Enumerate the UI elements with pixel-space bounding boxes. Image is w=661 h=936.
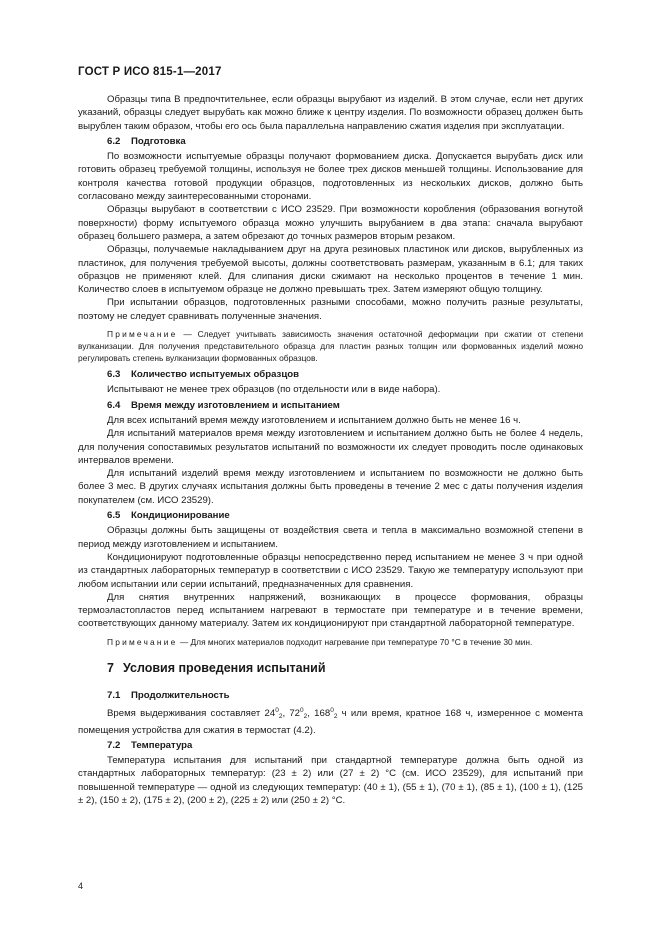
note-label: Примечание: [107, 329, 178, 340]
time-value: 72: [289, 708, 301, 720]
section-number: 6.5: [107, 510, 121, 522]
note-6-5: [78, 636, 583, 648]
note-text: — Для многих материалов подходит нагревание при температуре 70 °С в течение 30 мин.: [179, 636, 533, 647]
note-label: Примечание: [107, 636, 178, 647]
time-value: 24: [264, 708, 276, 720]
paragraph: Для испытаний изделий время между изготовлением и испытанием по возможности не должно быть более 3 мес. В других случаях испытания должны быть проведены в течение 2 мес с даты получения изделия покупателем (см. ИСО 23529).: [78, 468, 583, 506]
section-6-3-heading: [107, 368, 583, 381]
paragraph: Кондиционируют подготовленные образцы непосредственно перед испытанием не менее 3 ч при одной из стандартных лабораторных температур в соответствии с ИСО 23529. Такую же температуру используют при любом испытании или серии испытаний, предназначенных для сравнения.: [78, 551, 583, 590]
paragraph: Температура испытания для испытаний при стандартной температуре должна быть одной из стандартных лабораторных температур: (23 ± 2) или (27 ± 2) °С (см. ИСО 23529), для испытаний при повышенной температуре — одной из следующих температур: (40 ± 1), (55 ± 1), (70 ± 1), (85 ± 1), (100 ± 1), (125 ± 2), (150 ± 2), (175 ± 2), (200 ± 2), (225 ± 2) или (250 ± 2) °С.: [78, 755, 583, 807]
paragraph: Испытывают не менее трех образцов (по отдельности или в виде набора).: [107, 384, 441, 396]
section-number: 6.4: [107, 399, 121, 411]
paragraph: Образцы должны быть защищены от воздействия света и тепла в максимально возможной степени в период между изготовлением и испытанием.: [78, 525, 583, 550]
section-6-5-heading: [107, 509, 583, 522]
page-body: [78, 93, 583, 807]
section-number: 6.3: [107, 369, 121, 381]
paragraph: Для снятия внутренних напряжений, возникающих в процессе формования, образцы термоэластопластов перед испытанием нагревают в термостате при температуре и в течение времени, соответствующих данному материалу. Затем их кондиционируют при стандартной лабораторной температуре.: [78, 591, 583, 630]
time-value: 168: [314, 708, 331, 720]
paragraph: Для испытаний материалов время между изготовлением и испытанием должно быть не более 4 недель, для получения сопоставимых результатов испытаний по возможности их следует проводить после одинаковых интервалов времени.: [78, 428, 583, 466]
section-7-2-heading: [107, 739, 583, 752]
section-7-heading: [107, 662, 583, 675]
section-title: Продолжительность: [131, 689, 230, 701]
section-title: Время между изготовлением и испытанием: [131, 399, 340, 411]
intro-paragraph: Образцы типа В предпочтительнее, если образцы вырубают из изделий. В этом случае, если нет других указаний, образцы следует вырубать как можно ближе к центру изделия. По возможности образец должен быть вырублен таким образом, чтобы его ось была параллельна направлению сжатия изделия при эксплуатации.: [78, 94, 583, 132]
paragraph: Образцы вырубают в соответствии с ИСО 23529. При возможности коробления (образования вогнутой поверхности) форму испытуемого образца можно улучшить вырубанием в два этапа: сначала вырубают образец большего размера, а затем обрезают до точных размеров вторым резаком.: [78, 204, 583, 242]
duration-paragraph: Время выдерживания составляет $24^0_2$, $72^0_2$, $168^0_2$ ч или время, кратное 168 ч, измеренное с момента помещения устройства для сжатия в термостат (4.2).: [78, 707, 583, 736]
paragraph: При испытании образцов, подготовленных разными способами, можно получить разные результаты, поэтому не следует сравнивать полученные значения.: [78, 297, 583, 322]
paragraph: По возможности испытуемые образцы получают формованием диска. Допускается вырубать диск или готовить образец требуемой толщины, используя не более трех дисков меньшей толщины. Использование для контроля качества готовой продукции образцов, подготовленных из нескольких дисков, должно быть согласовано между заинтересованными сторонами.: [78, 151, 583, 203]
paragraph: Для всех испытаний время между изготовлением и испытанием должно быть не менее 16 ч.: [107, 414, 521, 426]
standard-header: ГОСТ Р ИСО 815-1—2017: [78, 66, 222, 78]
section-title: Подготовка: [131, 135, 186, 147]
section-6-4-heading: [107, 399, 583, 412]
section-title: Температура: [131, 739, 193, 751]
section-title: Количество испытуемых образцов: [131, 369, 299, 381]
page-number: 4: [78, 881, 84, 891]
section-7-1-heading: [107, 689, 583, 702]
paragraph: Образцы, получаемые накладыванием друг на друга резиновых пластинок или дисков, вырубленных из пластинок, для получения требуемой высоты, должны соответствовать размерам, указанным в 6.1; для таких образцов не применяют клей. Для слипания диски сжимают на несколько процентов в течение 1 мин. Количество слоев в испытуемом образце не должно превышать трех. Затем измеряют общую толщину.: [78, 244, 583, 296]
section-title: Условия проведения испытаний: [123, 660, 326, 675]
section-number: 7: [107, 660, 114, 675]
note-text: — Следует учитывать зависимость значения остаточной деформации при сжатии от степени вулканизации. Для получения представительного образца для пластин разных толщин или формованных изделий можно регулировать степень вулканизации формованных образцов.: [78, 329, 583, 364]
section-6-2-heading: [107, 135, 583, 148]
note-6-2: [78, 328, 583, 364]
section-number: 7.2: [107, 739, 121, 751]
section-title: Кондиционирование: [131, 510, 230, 522]
section-number: 6.2: [107, 135, 121, 147]
section-number: 7.1: [107, 689, 121, 701]
